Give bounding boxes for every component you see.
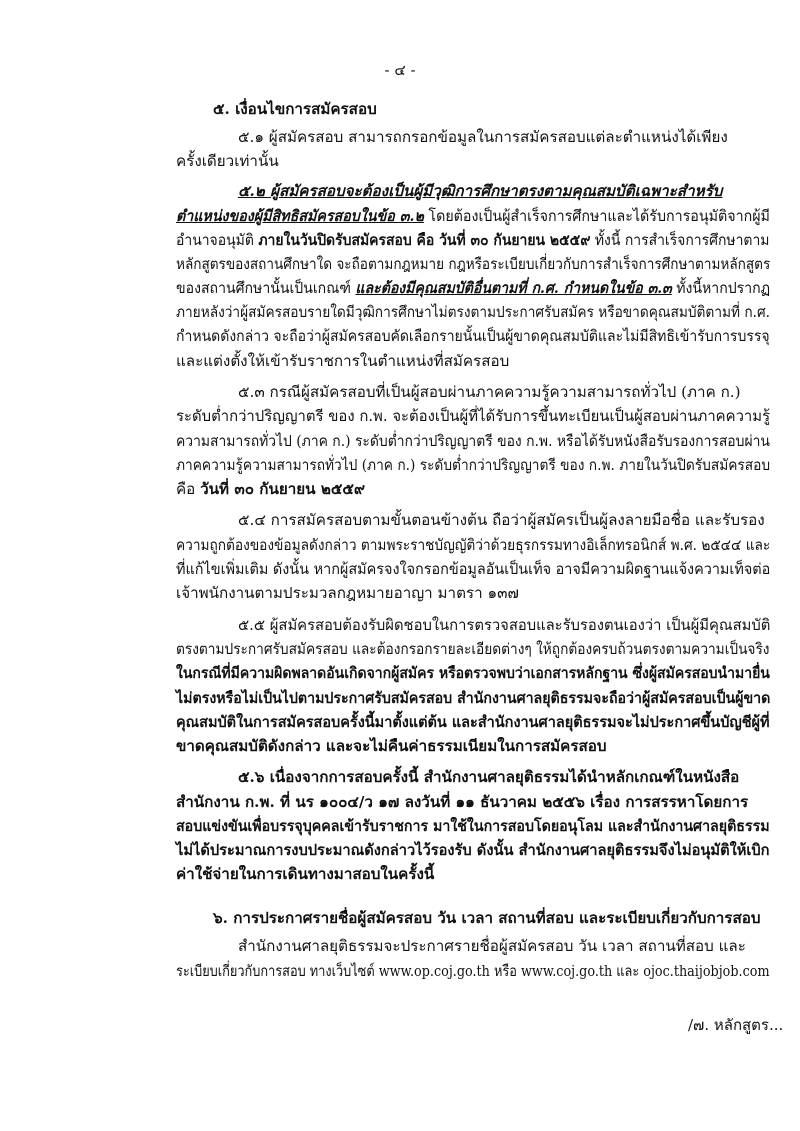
para-5-5-line-3: ในกรณีที่มีความผิดพลาดอันเกิดจากผู้สมัคร หรือตรวจพบว่าเอกสารหลักฐาน ซึ่งผู้สมัครสอบนำมายื่น	[176, 664, 770, 682]
para-5-2-line-1: ๕.๒ ผู้สมัครสอบจะต้องเป็นผู้มีวุฒิการศึกษาตรงตามคุณสมบัติเฉพาะสำหรับ	[238, 182, 723, 200]
para-5-4-line-1: ๕.๔ การสมัครสอบตามขั้นตอนข้างต้น ถือว่าผู้สมัครเป็นผู้ลงลายมือชื่อ และรับรอง	[238, 511, 765, 529]
section-6-heading: ๖. การประกาศรายชื่อผู้สมัครสอบ วัน เวลา สถานที่สอบ และระเบียบเกี่ยวกับการสอบ	[213, 909, 761, 927]
para-5-2-line-5-emph: และต้องมีคุณสมบัติอื่นตามที่ ก.ศ. กำหนดในข้อ ๓.๓	[355, 279, 672, 297]
para-5-4-line-4: เจ้าพนักงานตามประมวลกฎหมายอาญา มาตรา ๑๓๗	[176, 584, 519, 602]
para-5-6-line-5: ค่าใช้จ่ายในการเดินทางมาสอบในครั้งนี้	[176, 865, 435, 883]
para-5-6-line-2: สำนักงาน ก.พ. ที่ นร ๑๐๐๔/ว ๑๗ ลงวันที่ ๑๑ ธันวาคม ๒๕๕๖ เรื่อง การสรรหาโดยการ	[176, 793, 749, 811]
para-5-3-line-1: ๕.๓ กรณีผู้สมัครสอบที่เป็นผู้สอบผ่านภาคความรู้ความสามารถทั่วไป (ภาค ก.)	[238, 383, 741, 401]
para-5-2-line-2	[176, 205, 770, 227]
para-5-4-line-2: ความถูกต้องของข้อมูลดังกล่าว ตามพระราชบัญญัติว่าด้วยธุรกรรมทางอิเล็กทรอนิกส์ พ.ศ. ๒๕๔๔ และ	[176, 536, 771, 554]
para-5-5-line-2: ตรงตามประกาศรับสมัครสอบ และต้องกรอกรายละเอียดต่างๆ ให้ถูกต้องครบถ้วนตรงตามความเป็นจริง	[176, 640, 770, 658]
para-5-2-line-7: กำหนดดังกล่าว จะถือว่าผู้สมัครสอบคัดเลือกรายนั้นเป็นผู้ขาดคุณสมบัติและไม่มีสิทธิเข้ารับการบรรจุ	[176, 327, 770, 345]
para-5-2-line-2-rest: โดยต้องเป็นผู้สำเร็จการศึกษาและได้รับการอนุมัติจากผู้มี	[423, 207, 770, 225]
para-5-5-line-5: คุณสมบัติในการสมัครสอบครั้งนี้มาตั้งแต่ต้น และสำนักงานศาลยุติธรรมจะไม่ประกาศขึ้นบัญชีผู้ที่	[176, 713, 770, 731]
para-5-2-line-5-a: ของสถานศึกษานั้นเป็นเกณฑ์	[176, 279, 356, 297]
para-5-3-line-5	[176, 478, 365, 500]
para-5-6-line-4: ไม่ได้ประมาณการงบประมาณดังกล่าวไว้รองรับ ดังนั้น สำนักงานศาลยุติธรรมจึงไม่อนุมัติให้เบิก	[176, 841, 770, 859]
para-5-5-line-4: ไม่ตรงหรือไม่เป็นไปตามประกาศรับสมัครสอบ สำนักงานศาลยุติธรรมจะถือว่าผู้สมัครสอบเป็นผู้ขาด	[176, 689, 771, 707]
para-5-5-line-1: ๕.๕ ผู้สมัครสอบต้องรับผิดชอบในการตรวจสอบและรับรองตนเองว่า เป็นผู้มีคุณสมบัติ	[238, 616, 771, 634]
para-5-3-line-3: ความสามารถทั่วไป (ภาค ก.) ระดับต่ำกว่าปริญญาตรี ของ ก.พ. หรือได้รับหนังสือรับรองการสอบผ่าน	[176, 432, 770, 450]
para-5-3-line-4: ภาคความรู้ความสามารถทั่วไป (ภาค ก.) ระดับต่ำกว่าปริญญาตรี ของ ก.พ. ภายในวันปิดรับสมัครสอบ	[176, 456, 771, 474]
para-5-2-line-3-deadline: ภายในวันปิดรับสมัครสอบ คือ วันที่ ๓๐ กันยายน ๒๕๕๙	[258, 231, 591, 249]
para-5-2-line-3-a: อำนาจอนุมัติ	[176, 231, 259, 249]
para-5-1-line-2: ครั้งเดียวเท่านั้น	[176, 152, 279, 170]
para-5-2-line-3	[176, 229, 770, 251]
page-number: - ๔ -	[384, 61, 416, 79]
para-5-1-line-1: ๕.๑ ผู้สมัครสอบ สามารถกรอกข้อมูลในการสมัครสอบแต่ละตำแหน่งได้เพียง	[238, 128, 728, 146]
section-6-line-1: สำนักงานศาลยุติธรรมจะประกาศรายชื่อผู้สมัครสอบ วัน เวลา สถานที่สอบ และ	[238, 937, 746, 955]
para-5-3-line-5-deadline: วันที่ ๓๐ กันยายน ๒๕๕๙	[200, 480, 365, 498]
para-5-2-line-3-c: ทั้งนี้ การสำเร็จการศึกษาตาม	[590, 231, 770, 249]
para-5-4-line-3: ที่แก้ไขเพิ่มเติม ดังนั้น หากผู้สมัครจงใจกรอกข้อมูลอันเป็นเท็จ อาจมีความผิดฐานแจ้งความเท็จต่อ	[176, 560, 771, 578]
para-5-6-line-1: ๕.๖ เนื่องจากการสอบครั้งนี้ สำนักงานศาลยุติธรรมได้นำหลักเกณฑ์ในหนังสือ	[238, 768, 740, 786]
para-5-2-line-6: ภายหลังว่าผู้สมัครสอบรายใดมีวุฒิการศึกษาไม่ตรงตามประกาศรับสมัคร หรือขาดคุณสมบัติตามที่ ก.ศ.	[176, 303, 770, 321]
para-5-2-line-8: และแต่งตั้งให้เข้ารับราชการในตำแหน่งที่สมัครสอบ	[176, 352, 510, 370]
para-5-2-line-5	[176, 277, 770, 299]
section-5-heading: ๕. เงื่อนไขการสมัครสอบ	[213, 100, 377, 118]
para-5-3-line-2: ระดับต่ำกว่าปริญญาตรี ของ ก.พ. จะต้องเป็นผู้ที่ได้รับการขึ้นทะเบียนเป็นผู้สอบผ่านภาคความรู้	[176, 407, 771, 425]
next-page-marker: /๗. หลักสูตร...	[688, 1016, 784, 1034]
para-5-2-line-5-c: ทั้งนี้หากปรากฏ	[671, 279, 771, 297]
para-5-2-line-2-emph: ตำแหน่งของผู้มีสิทธิสมัครสอบในข้อ ๓.๒	[176, 207, 424, 225]
para-5-5-line-6: ขาดคุณสมบัติดังกล่าว และจะไม่คืนค่าธรรมเนียมในการสมัครสอบ	[176, 737, 607, 755]
para-5-6-line-3: สอบแข่งขันเพื่อบรรจุบุคคลเข้ารับราชการ มาใช้ในการสอบโดยอนุโลม และสำนักงานศาลยุติธรรม	[176, 817, 770, 835]
section-6-line-2: ระเบียบเกี่ยวกับการสอบ ทางเว็บไซต์ www.op.coj.go.th หรือ www.coj.go.th และ ojoc.thaijobjob.com	[176, 962, 770, 980]
para-5-3-line-5-a: คือ	[176, 480, 201, 498]
para-5-2-line-4: หลักสูตรของสถานศึกษาใด จะถือตามกฎหมาย กฎหรือระเบียบเกี่ยวกับการสำเร็จการศึกษาตามหลักสูตร	[176, 255, 771, 273]
